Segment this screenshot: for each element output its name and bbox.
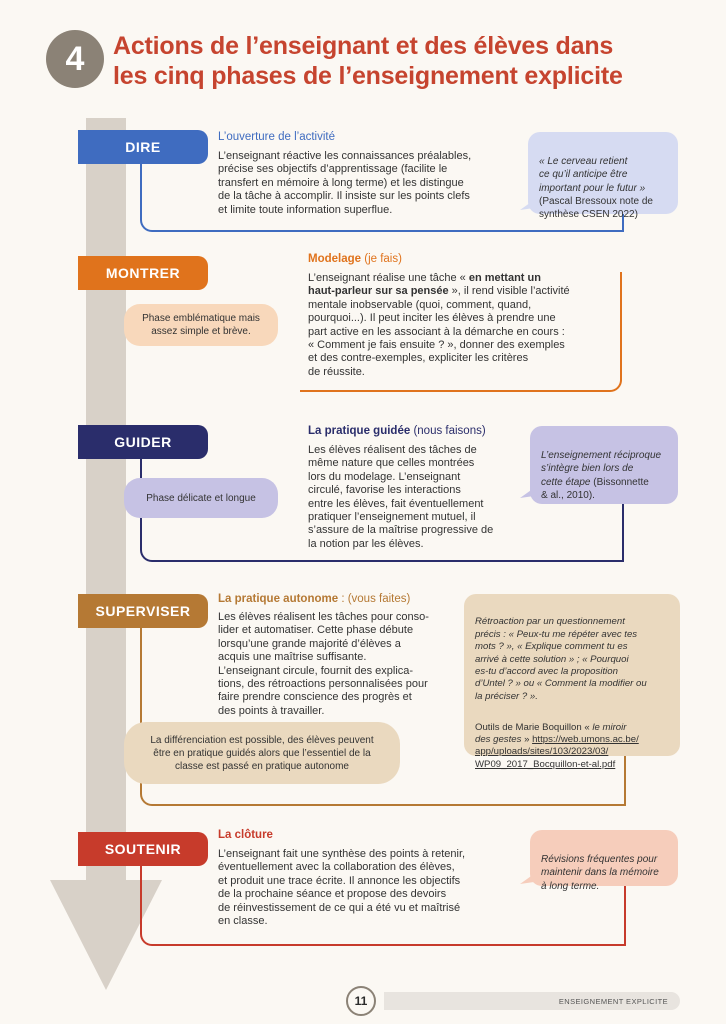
superviser-tools-start: Outils de Marie Boquillon « <box>475 721 593 733</box>
montrer-body <box>308 272 608 379</box>
dire-body: L’enseignant réactive les connaissances préalables, précise ses objectifs d’apprentissage (facilite le transfert en mémoire à long terme) et les distingue de la tâche à accomplir. Il insiste sur les points clefs et limite toute information superflue. <box>218 150 472 216</box>
guider-pill: Phase délicate et longue <box>124 478 278 518</box>
superviser-note <box>464 594 680 770</box>
dire-quote-source: (Pascal Bressoux note de synthèse CSEN 2022) <box>539 195 653 221</box>
guider-heading-sub: (nous faisons) <box>410 425 486 437</box>
montrer-body-end: », il rend visible l’activité mentale inobservable (quoi, comment, quand, pourquoi...). Il peut inciter les élèves à prendre une part active en les associant à la démarche en cours : « Comment je fais ensuite ? », donner des exemples et des contre-exemples, expliciter les critères de réussite. <box>308 285 570 378</box>
superviser-body: Les élèves réalisent les tâches pour conso- lider et automatiser. Cette phase débute lorsqu’une grande majorité d’élèves a acquis une maîtrise suffisante. L’enseignant circule, fournit des explica- tions, des rétroactions personnalisées pour faire prendre conscience des progrès et des points à travailler. <box>218 611 429 717</box>
title-line-2: les cinq phases de l’enseignement explicite <box>113 62 623 90</box>
montrer-body-bold: en mettant un haut-parleur sur sa pensée <box>308 272 541 298</box>
guider-heading <box>308 424 486 439</box>
guider-quote-note <box>530 426 678 504</box>
superviser-tools-italic: le miroir des gestes <box>475 721 627 746</box>
footer-label: ENSEIGNEMENT EXPLICITE <box>384 992 680 1010</box>
superviser-pill: La différenciation est possible, des élèves peuvent être en pratique guidés alors que l’essentiel de la classe est passé en pratique autonome <box>124 722 400 784</box>
montrer-pill: Phase emblématique mais assez simple et brève. <box>124 304 278 346</box>
page-number: 11 <box>346 986 376 1016</box>
superviser-tools-end: » <box>521 734 533 746</box>
superviser-heading-main: La pratique autonome <box>218 593 339 605</box>
superviser-heading <box>218 592 410 607</box>
montrer-body-start: L’enseignant réalise une tâche « <box>308 272 469 284</box>
tab-dire: DIRE <box>78 130 208 164</box>
dire-note-tail <box>520 200 534 210</box>
montrer-heading-main: Modelage <box>308 253 362 265</box>
soutenir-heading: La clôture <box>218 829 273 841</box>
chapter-number: 4 <box>46 30 104 88</box>
bocquillon-link[interactable]: https://web.umons.ac.be/ app/uploads/sites/103/2023/03/ WP09_2017_Bocquillon-et-al.pdf <box>475 734 639 770</box>
dire-quote: « Le cerveau retient ce qu’il anticipe être important pour le futur » <box>539 156 646 194</box>
soutenir-body: L’enseignant fait une synthèse des points à retenir, éventuellement avec la collaboration des élèves, et produit une trace écrite. Il annonce les objectifs de la prochaine séance et propose des devoirs de réinvestissement de ce qui a été vu et maîtrisé en classe. <box>218 848 466 928</box>
guider-body: Les élèves réalisent des tâches de même nature que celles montrées lors du modelage. L’enseignant circulé, favorise les interactions entre les élèves, fait éventuellement pratiquer l’enseignement mutuel, il s’assure de la maîtrise progressive de la notion par les élèves. <box>308 444 494 550</box>
tab-soutenir: SOUTENIR <box>78 832 208 866</box>
tab-superviser: SUPERVISER <box>78 594 208 628</box>
montrer-heading <box>308 252 402 267</box>
title-line-1: Actions de l’enseignant et des élèves dans <box>113 32 614 60</box>
tab-guider: GUIDER <box>78 425 208 459</box>
superviser-questions: Rétroaction par un questionnement précis : « Peux-tu me répéter avec tes mots ? », « Explique comment tu es arrivé à cette solution » ; « Pourquoi es-tu d’accord avec la proposition d’Untel ? » ou « Comment la modifier ou la préciser ? ». <box>475 616 647 702</box>
guider-note-tail <box>520 488 534 498</box>
dire-heading: L’ouverture de l’activité <box>218 131 335 143</box>
guider-heading-main: La pratique guidée <box>308 425 411 437</box>
soutenir-note <box>530 830 678 892</box>
dire-quote-note <box>528 132 678 221</box>
superviser-heading-sub: : (vous faites) <box>338 593 411 605</box>
soutenir-note-tail <box>520 874 534 884</box>
guider-quote-source: (Bissonnette & al., 2010). <box>541 476 649 501</box>
montrer-heading-sub: (je fais) <box>361 253 402 265</box>
soutenir-note-text: Révisions fréquentes pour maintenir dans la mémoire à long terme. <box>541 854 659 892</box>
tab-montrer: MONTRER <box>78 256 208 290</box>
guider-quote: L’enseignement réciproque s’intègre bien lors de cette étape <box>541 450 662 488</box>
